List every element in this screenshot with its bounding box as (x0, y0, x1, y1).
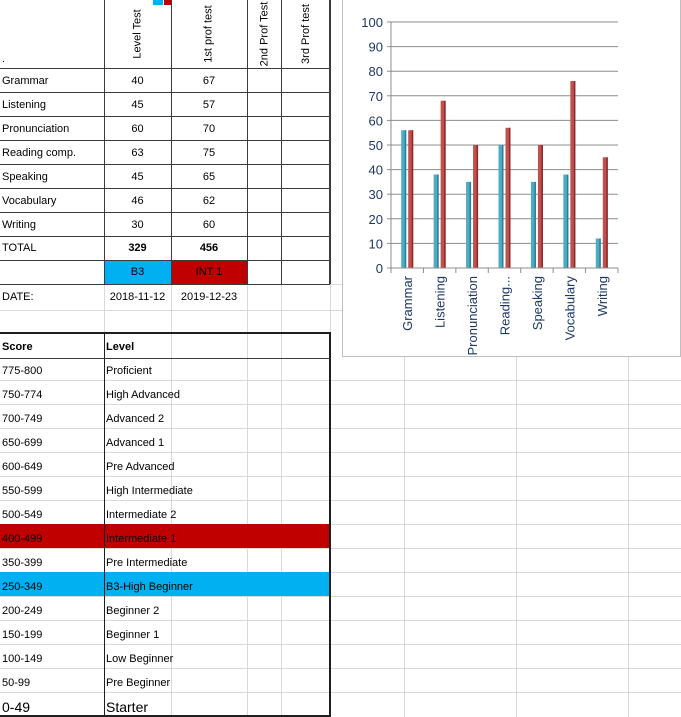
level-name-cell[interactable]: High Advanced (106, 389, 180, 401)
border-line (0, 332, 331, 334)
y-tick-label: 100 (361, 15, 383, 30)
level-test-score-cell[interactable]: 63 (131, 147, 144, 159)
y-tick-label: 0 (375, 261, 383, 276)
level-test-score-cell[interactable]: 40 (131, 75, 144, 87)
bar-shade (567, 175, 569, 268)
bar-shade (606, 157, 608, 268)
score-range-cell[interactable]: 100-149 (2, 653, 43, 665)
skill-name-cell[interactable]: Vocabulary (2, 195, 57, 207)
level-name-cell[interactable]: Beginner 2 (106, 605, 160, 617)
y-tick-label: 40 (368, 162, 383, 178)
chart-container[interactable] (342, 0, 681, 357)
level-name-cell[interactable]: B3-High Beginner (106, 581, 193, 593)
y-tick-label: 10 (368, 236, 383, 252)
skill-name-cell[interactable]: Listening (2, 99, 47, 111)
header-first-prof-test[interactable]: 1st prof test (202, 5, 215, 63)
score-range-cell[interactable]: 0-49 (2, 699, 31, 715)
skill-name-cell[interactable]: Grammar (2, 75, 49, 87)
x-category-label: Speaking (529, 276, 545, 331)
skill-name-cell[interactable]: Reading comp. (2, 147, 76, 159)
y-tick-label: 20 (368, 211, 383, 227)
level-name-cell[interactable]: Pre Intermediate (106, 557, 188, 569)
bar-chart (343, 0, 681, 357)
x-category-label: Reading... (497, 276, 513, 336)
score-range-cell[interactable]: 600-649 (2, 461, 43, 473)
x-category-label: Listening (432, 276, 448, 329)
header-third-prof-test[interactable]: 3rd Prof test (299, 4, 312, 64)
y-tick-label: 60 (368, 113, 383, 129)
score-range-cell[interactable]: 750-774 (2, 389, 43, 401)
level-name-cell[interactable]: Proficient (106, 365, 152, 377)
level-name-cell[interactable]: Intermediate 2 (106, 509, 177, 521)
y-tick-label: 30 (368, 187, 383, 203)
bar-shade (534, 182, 536, 268)
border-line (329, 332, 331, 717)
y-tick-label: 50 (368, 138, 383, 153)
level-test-score-cell[interactable]: 46 (131, 195, 144, 207)
score-range-cell[interactable]: 500-549 (2, 509, 43, 521)
total-level-test[interactable]: 329 (128, 242, 147, 254)
bar-shade (599, 238, 601, 268)
bar-shade (412, 130, 414, 268)
bar-shade (437, 175, 439, 268)
first-prof-score-cell[interactable]: 65 (202, 171, 216, 183)
score-range-cell[interactable]: 550-599 (2, 485, 43, 497)
level-test-score-cell[interactable]: 45 (131, 171, 144, 183)
first-prof-score-cell[interactable]: 67 (202, 75, 216, 87)
border-line (171, 0, 172, 284)
score-range-cell[interactable]: 250-349 (2, 581, 43, 593)
first-prof-score-cell[interactable]: 57 (202, 99, 216, 111)
level-badge-int1[interactable]: INT 1 (171, 260, 247, 284)
level-badge-b3[interactable]: B3 (104, 260, 171, 284)
total-first-prof[interactable]: 456 (199, 242, 219, 254)
border-line (247, 0, 248, 284)
header-dot-cell[interactable]: . (2, 53, 6, 65)
bar-shade (444, 101, 446, 268)
first-prof-score-cell[interactable]: 62 (202, 195, 216, 207)
border-line (329, 0, 331, 284)
border-line (0, 358, 330, 359)
comment-indicator-blue (153, 0, 163, 5)
x-category-label: Vocabulary (562, 276, 578, 341)
level-name-cell[interactable]: Beginner 1 (106, 629, 160, 641)
border-line (104, 332, 105, 717)
level-test-score-cell[interactable]: 30 (131, 219, 144, 231)
border-line (104, 0, 105, 284)
bar-shade (574, 81, 576, 268)
date-first-prof[interactable]: 2019-12-23 (180, 291, 238, 303)
header-level-test[interactable]: Level Test (131, 9, 144, 59)
y-tick-label: 80 (368, 64, 383, 80)
level-name-cell[interactable]: Intermediate 1 (106, 533, 177, 545)
bar-shade (502, 145, 504, 268)
border-line (281, 0, 282, 284)
bar-shade (541, 145, 543, 268)
score-range-cell[interactable]: 150-199 (2, 629, 43, 641)
skill-name-cell[interactable]: Writing (2, 219, 37, 231)
first-prof-score-cell[interactable]: 60 (202, 219, 216, 231)
y-tick-label: 90 (368, 39, 383, 55)
level-test-score-cell[interactable]: 45 (131, 99, 144, 111)
first-prof-score-cell[interactable]: 75 (202, 147, 216, 159)
skill-name-cell[interactable]: Pronunciation (2, 123, 70, 135)
score-header[interactable]: Score (2, 341, 33, 353)
x-category-label: Grammar (400, 276, 416, 331)
level-name-cell[interactable]: Low Beginner (106, 653, 174, 665)
first-prof-score-cell[interactable]: 70 (202, 123, 216, 135)
score-range-cell[interactable]: 700-749 (2, 413, 43, 425)
date-label[interactable]: DATE: (2, 291, 34, 303)
score-range-cell[interactable]: 775-800 (2, 365, 43, 377)
bar-shade (470, 182, 472, 268)
score-range-cell[interactable]: 200-249 (2, 605, 43, 617)
level-header[interactable]: Level (106, 341, 135, 353)
level-name-cell[interactable]: Pre Advanced (106, 461, 175, 473)
x-category-label: Pronunciation (465, 276, 481, 356)
bar-shade (509, 128, 511, 268)
x-category-label: Writing (594, 276, 610, 317)
level-name-cell[interactable]: High Intermediate (106, 485, 193, 497)
score-range-cell[interactable]: 650-699 (2, 437, 43, 449)
skill-name-cell[interactable]: Speaking (2, 171, 48, 183)
bar-shade (405, 130, 407, 268)
score-range-cell[interactable]: 50-99 (2, 677, 31, 689)
header-second-prof-test[interactable]: 2nd Prof Test (258, 1, 270, 67)
level-name-cell[interactable]: Advanced 2 (106, 413, 165, 425)
border-line (0, 284, 330, 285)
total-label[interactable]: TOTAL (2, 242, 37, 254)
level-name-cell[interactable]: Advanced 1 (106, 437, 165, 449)
date-level-test[interactable]: 2018-11-12 (109, 291, 166, 303)
level-test-score-cell[interactable]: 60 (131, 123, 144, 135)
level-name-cell[interactable]: Pre Beginner (106, 677, 171, 689)
level-name-cell[interactable]: Starter (106, 699, 149, 715)
score-range-cell[interactable]: 350-399 (2, 557, 43, 569)
score-range-cell[interactable]: 400-499 (2, 533, 43, 545)
y-tick-label: 70 (368, 88, 383, 104)
bar-shade (477, 145, 479, 268)
